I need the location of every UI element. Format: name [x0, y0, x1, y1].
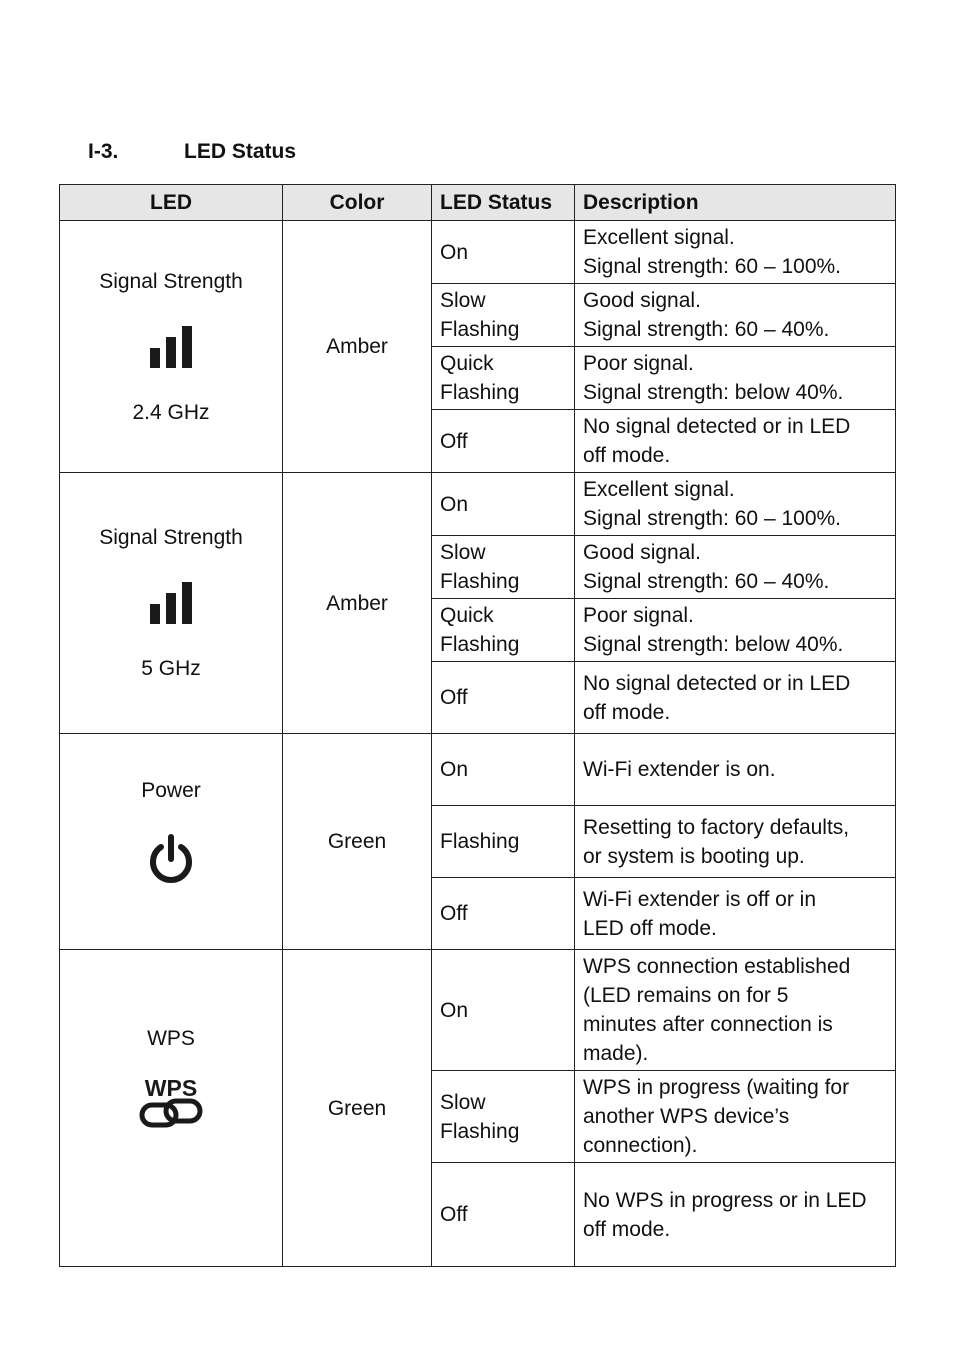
description-line: No signal detected or in LED [583, 671, 851, 695]
description-cell [575, 950, 896, 1071]
status-cell: Slow Flashing [432, 536, 575, 599]
description-cell [575, 806, 896, 878]
color-cell: Amber [283, 221, 432, 473]
status-cell: Off [432, 1163, 575, 1267]
description-line: Signal strength: below 40%. [583, 633, 844, 656]
color-cell: Amber [283, 473, 432, 734]
description-line: Signal strength: 60 – 40%. [583, 570, 830, 593]
led-band: 2.4 GHz [132, 400, 210, 424]
status-cell: Slow Flashing [432, 284, 575, 347]
section-title: LED Status [184, 140, 297, 163]
table-row [60, 473, 896, 536]
wps-icon [139, 1075, 203, 1133]
status-cell: Off [432, 410, 575, 473]
header-led-status: LED Status [432, 185, 575, 221]
description-cell [575, 536, 896, 599]
description-line: No WPS in progress or in LED [583, 1188, 867, 1212]
description-cell [575, 878, 896, 950]
description-cell [575, 221, 896, 284]
description-cell [575, 473, 896, 536]
description-cell [575, 662, 896, 734]
description-line: Signal strength: 60 – 40%. [583, 318, 830, 341]
status-cell: Slow Flashing [432, 1071, 575, 1163]
description-line: connection). [583, 1134, 698, 1157]
description-line: minutes after connection is [583, 1013, 833, 1036]
header-description: Description [575, 185, 896, 221]
status-cell: Off [432, 878, 575, 950]
table-header-row [60, 185, 896, 221]
signal-bars-icon [147, 324, 195, 370]
table-row [60, 734, 896, 806]
description-line: off mode. [583, 1217, 671, 1241]
status-cell: Quick Flashing [432, 347, 575, 410]
led-name: Signal Strength [99, 269, 243, 293]
description-line: Signal strength: 60 – 100%. [583, 255, 842, 278]
wps-icon-label: WPS [144, 1074, 198, 1101]
color-cell: Green [283, 950, 432, 1267]
header-led: LED [60, 185, 283, 221]
led-cell-signal-24ghz [60, 221, 283, 473]
led-status-table [59, 184, 896, 1267]
status-cell: On [432, 221, 575, 284]
description-line: LED off mode. [583, 916, 717, 940]
description-cell [575, 284, 896, 347]
signal-bars-icon [147, 580, 195, 626]
color-cell: Green [283, 734, 432, 950]
description-line: off mode. [583, 444, 671, 467]
led-cell-signal-5ghz [60, 473, 283, 734]
status-cell: Off [432, 662, 575, 734]
description-cell [575, 1163, 896, 1267]
description-line: Excellent signal. [583, 478, 735, 501]
description-line: Poor signal. [583, 604, 694, 627]
description-line: off mode. [583, 700, 671, 724]
status-cell: On [432, 473, 575, 536]
description-cell [575, 734, 896, 806]
description-cell [575, 599, 896, 662]
description-line: another WPS device’s [583, 1105, 790, 1128]
table-row [60, 950, 896, 1071]
description-line: Signal strength: below 40%. [583, 381, 844, 404]
description-line: Good signal. [583, 541, 701, 564]
description-line: Good signal. [583, 289, 701, 312]
description-line: or system is booting up. [583, 844, 805, 868]
description-line: made). [583, 1042, 649, 1065]
description-line: Resetting to factory defaults, [583, 815, 850, 839]
description-line: WPS in progress (waiting for [583, 1076, 850, 1099]
description-cell [575, 1071, 896, 1163]
description-line: Wi-Fi extender is on. [583, 758, 776, 781]
status-cell: Quick Flashing [432, 599, 575, 662]
description-line: Poor signal. [583, 352, 694, 375]
description-cell [575, 347, 896, 410]
description-line: WPS connection established [583, 955, 851, 978]
led-name: Power [141, 779, 201, 802]
description-line: Signal strength: 60 – 100%. [583, 507, 842, 530]
led-name: Signal Strength [99, 526, 243, 549]
description-cell [575, 410, 896, 473]
power-icon [147, 833, 195, 887]
status-cell: On [432, 734, 575, 806]
section-heading [88, 140, 296, 164]
led-cell-power [60, 734, 283, 950]
description-line: Excellent signal. [583, 226, 735, 249]
header-color: Color [283, 185, 432, 221]
led-name: WPS [147, 1026, 195, 1050]
description-line: (LED remains on for 5 [583, 984, 789, 1007]
status-cell: On [432, 950, 575, 1071]
table-row [60, 221, 896, 284]
description-line: Wi-Fi extender is off or in [583, 887, 817, 911]
led-cell-wps [60, 950, 283, 1267]
description-line: No signal detected or in LED [583, 415, 851, 438]
led-band: 5 GHz [141, 657, 201, 680]
status-cell: Flashing [432, 806, 575, 878]
section-number: I-3. [88, 140, 119, 163]
